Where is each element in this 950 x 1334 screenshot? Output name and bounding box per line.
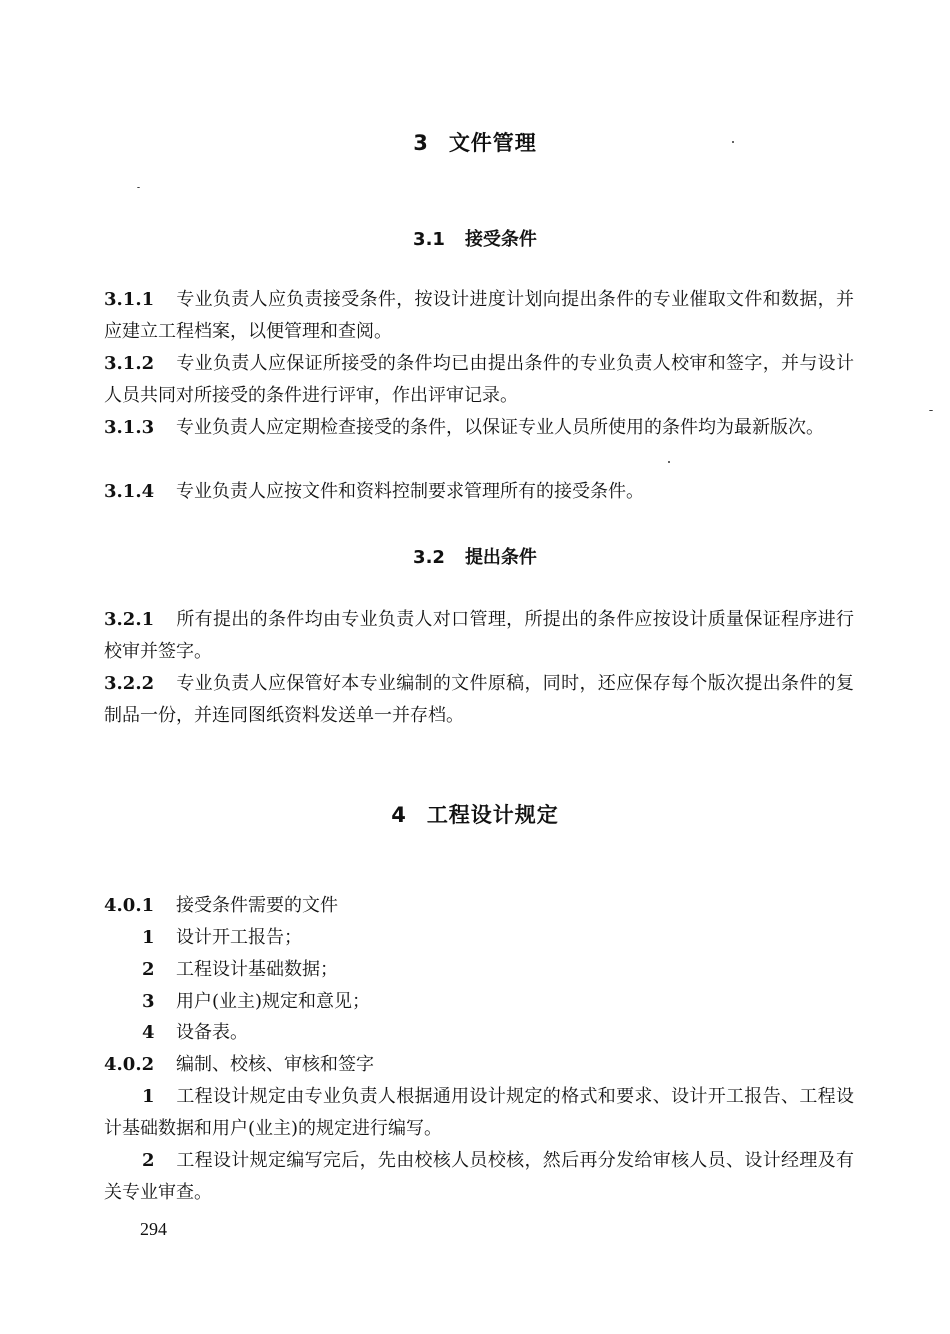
clause-number: 4.0.2 — [104, 1054, 155, 1075]
scan-speck — [929, 410, 933, 411]
scan-speck — [137, 187, 140, 188]
item-text: 工程设计规定由专业负责人根据通用设计规定的格式和要求、设计开工报告、工程设计基础数据和用户(业主)的规定进行编写。 — [104, 1086, 854, 1139]
clause-3-1-2 — [104, 348, 854, 411]
clause-3-2-2 — [104, 668, 854, 731]
clause-4-0-1 — [104, 890, 854, 922]
clause-number: 3.2.2 — [104, 673, 155, 694]
clause-number: 3.1.2 — [104, 353, 155, 374]
item-number: 3 — [142, 991, 155, 1012]
section-3-2-heading — [0, 543, 950, 569]
item-number: 1 — [142, 1086, 155, 1107]
clause-text: 专业负责人应定期检查接受的条件，以保证专业人员所使用的条件均为最新版次。 — [176, 417, 824, 438]
scan-speck — [732, 141, 734, 143]
item-text: 用户(业主)规定和意见； — [176, 991, 371, 1012]
item-text: 设计开工报告； — [176, 927, 302, 948]
chapter-4-heading — [0, 799, 950, 829]
clause-number: 3.2.1 — [104, 609, 155, 630]
item-text: 工程设计规定编写完后，先由校核人员校核，然后再分发给审核人员、设计经理及有关专业审查。 — [104, 1150, 854, 1203]
item-number: 4 — [142, 1022, 155, 1043]
section-number: 3.1 — [413, 229, 445, 250]
clause-text: 接受条件需要的文件 — [176, 895, 338, 916]
list-item — [104, 922, 854, 954]
section-title: 接受条件 — [464, 229, 537, 250]
section-3-1-heading — [0, 225, 950, 251]
item-number: 2 — [142, 959, 155, 980]
section-number: 3.2 — [413, 547, 445, 568]
section-title: 提出条件 — [464, 547, 537, 568]
item-text: 工程设计基础数据； — [176, 959, 338, 980]
chapter-title: 文件管理 — [448, 131, 537, 155]
clause-text: 专业负责人应保管好本专业编制的文件原稿，同时，还应保存每个版次提出条件的复制品一份，并连同图纸资料发送单一并存档。 — [104, 673, 854, 726]
clause-text: 专业负责人应按文件和资料控制要求管理所有的接受条件。 — [176, 481, 644, 502]
list-item — [104, 1017, 854, 1049]
scan-speck — [668, 461, 670, 463]
clause-number: 3.1.4 — [104, 481, 155, 502]
clause-text: 所有提出的条件均由专业负责人对口管理，所提出的条件应按设计质量保证程序进行校审并签字。 — [104, 609, 854, 662]
item-number: 1 — [142, 927, 155, 948]
item-number: 2 — [142, 1150, 155, 1171]
list-item — [104, 954, 854, 986]
chapter-title: 工程设计规定 — [426, 803, 559, 827]
clause-number: 3.1.3 — [104, 417, 155, 438]
list-item — [104, 1081, 854, 1144]
clause-3-1-3 — [104, 412, 854, 444]
clause-3-2-1 — [104, 604, 854, 667]
chapter-3-heading — [0, 127, 950, 157]
chapter-number: 3 — [413, 131, 429, 155]
clause-3-1-4 — [104, 476, 854, 508]
item-text: 设备表。 — [176, 1022, 248, 1043]
list-item — [104, 986, 854, 1018]
clause-number: 4.0.1 — [104, 895, 155, 916]
clause-text: 编制、校核、审核和签字 — [176, 1054, 374, 1075]
page-number: 294 — [140, 1219, 167, 1239]
clause-3-1-1 — [104, 284, 854, 347]
chapter-number: 4 — [391, 803, 407, 827]
list-item — [104, 1145, 854, 1208]
clause-text: 专业负责人应负责接受条件，按设计进度计划向提出条件的专业催取文件和数据，并应建立工程档案，以便管理和查阅。 — [104, 289, 854, 342]
clause-4-0-2 — [104, 1049, 854, 1081]
clause-number: 3.1.1 — [104, 289, 155, 310]
clause-text: 专业负责人应保证所接受的条件均已由提出条件的专业负责人校审和签字，并与设计人员共同对所接受的条件进行评审，作出评审记录。 — [104, 353, 854, 406]
